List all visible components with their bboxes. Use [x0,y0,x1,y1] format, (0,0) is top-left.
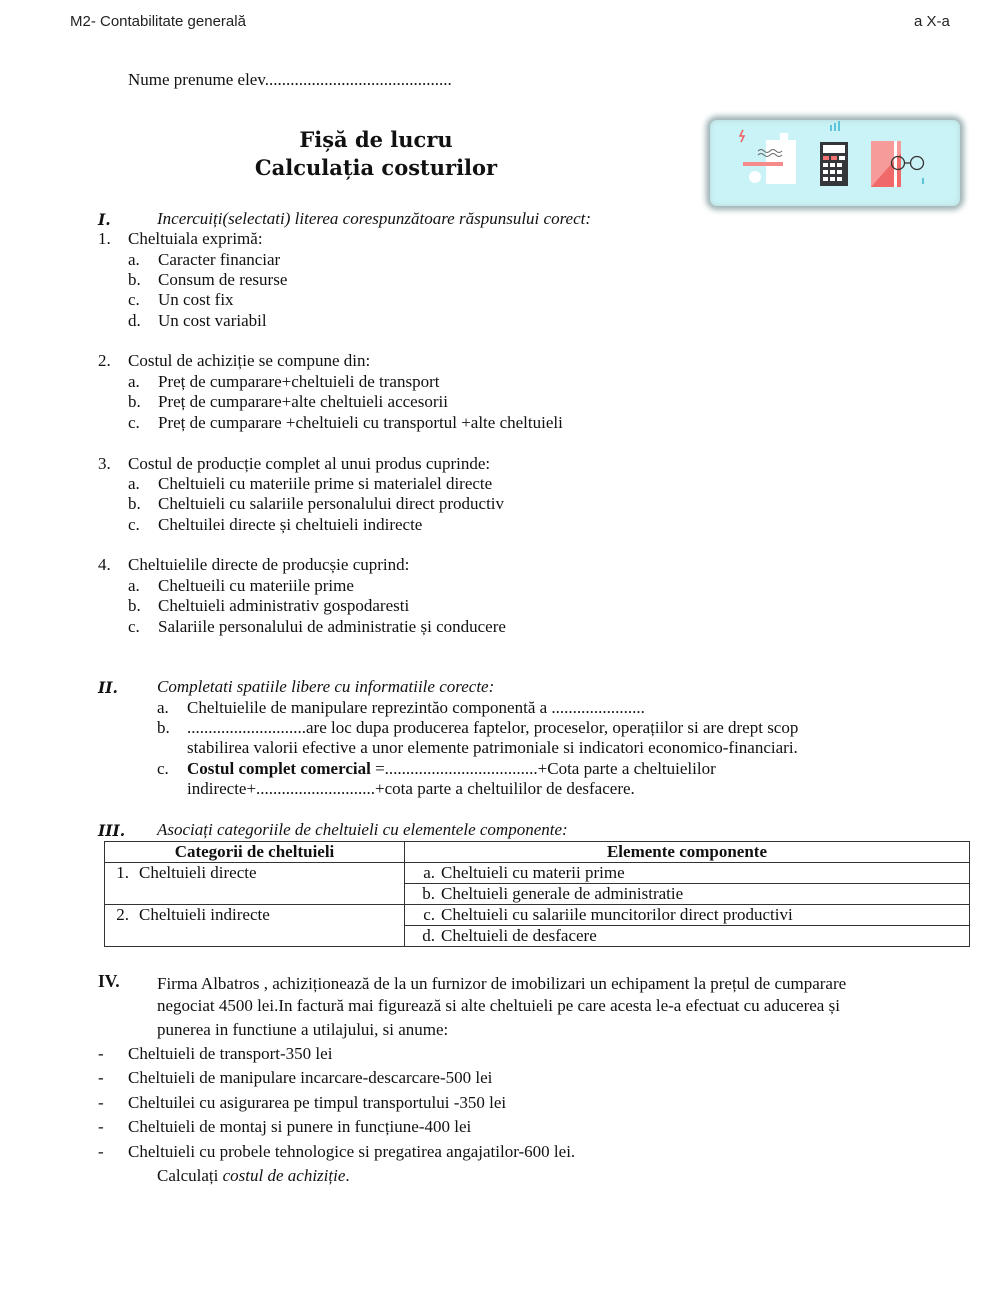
page-header-grade: a X-a [914,13,950,30]
option-text: Caracter financiar [158,250,281,269]
item-letter: a. [157,698,169,717]
task-prefix: Calculați [157,1166,223,1185]
option-text: Un cost variabil [158,311,267,330]
table-row [105,905,970,926]
question-text: Costul de producție complet al unui produs cuprinde: [128,454,491,473]
category-number: 1. [116,863,129,882]
expense-text: Cheltuieli de transport-350 lei [128,1044,333,1063]
element-text: Cheltuieli generale de administratie [441,884,684,903]
bullet-dash: - [98,1117,104,1136]
expense-item [98,1044,332,1064]
question-text: Cheltuielile directe de producșie cuprind: [128,555,410,574]
item-bold-term: Costul complet comercial [187,759,371,778]
expense-text: Cheltuieli de manipulare incarcare-descarcare-500 lei [128,1068,493,1087]
element-cell-d[interactable] [405,926,970,947]
task-term: costul de achiziție [222,1166,346,1185]
option-1c[interactable] [128,290,234,310]
table-header-categories: Categorii de cheltuieli [105,842,405,863]
option-2c[interactable] [128,413,563,433]
fill-blank-c-continued: indirecte+............................+cota parte a cheltuililor de desfacere. [187,779,635,798]
option-letter: b. [128,392,141,411]
item-text: =....................................+Cota parte a cheltuielilor [370,759,716,778]
header-illustration [710,120,960,206]
option-text: Preț de cumparare +cheltuieli cu transportul +alte cheltuieli [158,413,563,432]
option-2b[interactable] [128,392,448,412]
expense-text: Cheltuieli cu probele tehnologice si pregatirea angajatilor-600 lei. [128,1142,576,1161]
section-2-numeral: II. [98,678,118,697]
question-number: 3. [98,454,111,473]
item-letter: c. [157,759,169,778]
page-subtitle: Calculația costurilor [254,155,498,180]
question-number: 2. [98,351,111,370]
question-text: Cheltuiala exprimă: [128,229,263,248]
page-title: Fișă de lucru [299,127,453,152]
expense-item [98,1142,575,1162]
accounting-illustration-icon [710,120,960,206]
association-table [104,841,970,947]
element-text: Cheltuieli cu salariile muncitorilor direct productivi [441,905,793,924]
question-4 [98,555,409,575]
fill-blank-b[interactable] [157,718,798,738]
section-2-instruction: Completati spatiile libere cu informatiile corecte: [157,677,495,696]
fill-blank-a[interactable] [157,698,645,718]
question-1 [98,229,263,249]
bullet-dash: - [98,1044,104,1063]
option-text: Cheltueili cu materiile prime [158,576,354,595]
bullet-dash: - [98,1142,104,1161]
item-text: Cheltuielile de manipulare reprezintăo componentă a ...................... [187,698,645,717]
element-letter: c. [423,905,435,924]
option-letter: a. [128,474,140,493]
fill-blank-c[interactable] [157,759,716,779]
option-letter: b. [128,596,141,615]
element-letter: b. [422,884,435,903]
element-cell-b[interactable] [405,884,970,905]
table-header-elements: Elemente componente [405,842,970,863]
option-text: Preț de cumparare+alte cheltuieli accesorii [158,392,448,411]
expense-item [98,1068,492,1088]
option-letter: b. [128,494,141,513]
book-with-glasses-icon [871,141,924,187]
option-text: Cheltuieli cu salariile personalului direct productiv [158,494,505,513]
option-letter: a. [128,372,140,391]
section-1-numeral: I. [98,210,111,229]
option-2a[interactable] [128,372,439,392]
document-icon [740,130,796,184]
option-3a[interactable] [128,474,492,494]
item-text: ............................are loc dupa producerea faptelor, proceselor, operațiilor si are drept scop [187,718,799,737]
section-1-instruction: Incercuiți(selectati) literea corespunzătoare răspunsului corect: [157,209,592,228]
section-4-numeral: IV. [98,971,120,991]
section-3-numeral: III. [98,821,126,840]
option-letter: b. [128,270,141,289]
option-3b[interactable] [128,494,504,514]
option-letter: c. [128,413,140,432]
option-text: Salariile personalului de administratie și conducere [158,617,506,636]
section-4-line-3: punerea in functiune a utilajului, si anume: [157,1020,449,1039]
element-letter: d. [422,926,435,945]
page-header-subject: M2- Contabilitate generală [70,13,246,30]
option-text: Cheltuieli cu materiile prime si materialel directe [158,474,493,493]
category-cell-2[interactable] [105,905,405,947]
category-number: 2. [116,905,129,924]
calculator-icon [820,121,848,186]
element-text: Cheltuieli de desfacere [441,926,597,945]
option-letter: c. [128,515,140,534]
section-4-task [157,1166,350,1186]
expense-text: Cheltuieli de montaj si punere in funcțiune-400 lei [128,1117,472,1136]
section-3-instruction: Asociați categoriile de cheltuieli cu elementele componente: [157,820,568,839]
question-2 [98,351,370,371]
option-letter: a. [128,250,140,269]
option-letter: d. [128,311,141,330]
fill-blank-b-continued: stabilirea valorii efective a unor elemente patrimoniale si indicatori economico-financiari. [187,738,798,757]
option-1d[interactable] [128,311,267,331]
element-cell-a[interactable] [405,863,970,884]
expense-item [98,1117,471,1137]
option-4a[interactable] [128,576,354,596]
table-header-row [105,842,970,863]
option-3c[interactable] [128,515,422,535]
element-letter: a. [423,863,435,882]
question-text: Costul de achiziție se compune din: [128,351,371,370]
option-4c[interactable] [128,617,506,637]
category-text: Cheltuieli directe [139,863,257,882]
category-text: Cheltuieli indirecte [139,905,270,924]
expense-item [98,1093,506,1113]
table-row [105,863,970,884]
option-letter: c. [128,617,140,636]
question-number: 1. [98,229,111,248]
section-4-line-1: Firma Albatros , achiziționează de la un furnizor de imobilizari un echipament la prețul de cumparare [157,974,847,993]
option-letter: a. [128,576,140,595]
option-text: Preț de cumparare+cheltuieli de transport [158,372,440,391]
option-letter: c. [128,290,140,309]
option-text: Cheltuieli administrativ gospodaresti [158,596,410,615]
question-3 [98,454,490,474]
option-1a[interactable] [128,250,280,270]
option-1b[interactable] [128,270,287,290]
option-text: Cheltuilei directe și cheltuieli indirecte [158,515,423,534]
option-4b[interactable] [128,596,409,616]
section-4-line-2: negociat 4500 lei.In factură mai figurează si alte cheltuieli pe care acesta le-a efectuat cu aducerea și [157,996,840,1015]
element-text: Cheltuieli cu materii prime [441,863,625,882]
category-cell-1[interactable] [105,863,405,905]
task-suffix: . [345,1166,350,1185]
student-name-line: Nume prenume elev............................................ [128,70,452,89]
question-number: 4. [98,555,111,574]
option-text: Un cost fix [158,290,234,309]
item-letter: b. [157,718,170,737]
bullet-dash: - [98,1068,104,1087]
option-text: Consum de resurse [158,270,288,289]
element-cell-c[interactable] [405,905,970,926]
bullet-dash: - [98,1093,104,1112]
expense-text: Cheltuilei cu asigurarea pe timpul transportului -350 lei [128,1093,507,1112]
